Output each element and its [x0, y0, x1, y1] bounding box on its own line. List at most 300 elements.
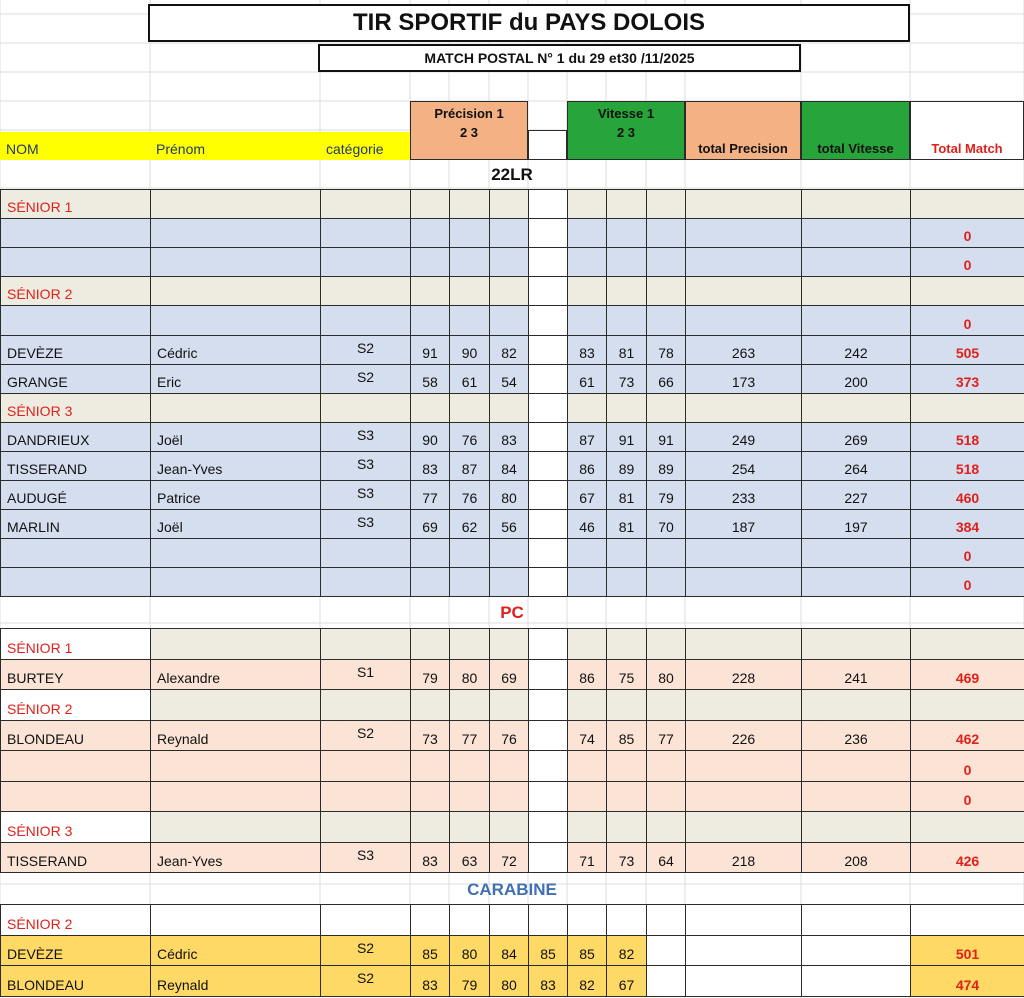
spacer-cell: [528, 364, 568, 394]
total-precision: [685, 567, 802, 597]
precision-score: 79: [410, 659, 450, 690]
spacer-cell: [528, 659, 568, 690]
total-match: 384: [910, 509, 1024, 539]
total-vitesse: 200: [801, 364, 911, 394]
vitesse-score: [567, 305, 607, 336]
score-cell: 79: [449, 965, 490, 997]
total-precision: 218: [685, 842, 802, 873]
precision-score: 69: [489, 659, 529, 690]
vitesse-score: 81: [606, 480, 647, 510]
category-row-cell: [449, 628, 490, 660]
player-categorie: S2: [320, 720, 411, 751]
score-cell: 80: [489, 965, 529, 997]
total-precision: 187: [685, 509, 802, 539]
category-label: SÉNIOR 3: [0, 393, 151, 423]
precision-score: 54: [489, 364, 529, 394]
player-prenom: Joël: [150, 422, 321, 452]
player-nom: [0, 781, 151, 812]
vitesse-score: [606, 247, 647, 277]
total-vitesse: [801, 538, 911, 568]
player-categorie: S3: [320, 509, 411, 539]
precision-score: 76: [449, 480, 490, 510]
empty-cell: [685, 965, 802, 997]
page-title: TIR SPORTIF du PAYS DOLOIS: [148, 4, 910, 42]
score-cell: 85: [410, 935, 450, 966]
player-nom: GRANGE: [0, 364, 151, 394]
precision-score: [410, 781, 450, 812]
precision-score: 62: [449, 509, 490, 539]
section-header-pc: PC: [500, 603, 524, 622]
player-nom: DEVÈZE: [0, 335, 151, 365]
total-match: 0: [910, 750, 1024, 782]
category-row-cell: [528, 393, 568, 423]
precision-score: 83: [410, 451, 450, 481]
spacer-cell: [528, 781, 568, 812]
vitesse-score: 86: [567, 451, 607, 481]
category-row-cell: [320, 689, 411, 721]
category-row-cell: [646, 189, 686, 219]
total-precision: 228: [685, 659, 802, 690]
precision-score: [449, 218, 490, 248]
category-row-cell: [801, 689, 911, 721]
category-row-cell: [685, 276, 802, 306]
total-precision: [685, 750, 802, 782]
precision-score: [410, 538, 450, 568]
player-nom: DEVÈZE: [0, 935, 151, 966]
total-match: 460: [910, 480, 1024, 510]
player-prenom: Alexandre: [150, 659, 321, 690]
precision-score: 84: [489, 451, 529, 481]
precision-score: [489, 781, 529, 812]
total-match: 373: [910, 364, 1024, 394]
spacer-cell: [528, 305, 568, 336]
category-row-cell: [606, 393, 647, 423]
player-categorie: [320, 538, 411, 568]
category-row-cell: [449, 276, 490, 306]
total-match: 505: [910, 335, 1024, 365]
total-match: 518: [910, 451, 1024, 481]
vitesse-score: [646, 247, 686, 277]
score-cell: 80: [449, 935, 490, 966]
category-row-cell: [646, 276, 686, 306]
category-row-cell: [150, 904, 321, 936]
vitesse-score: 61: [567, 364, 607, 394]
player-categorie: S3: [320, 451, 411, 481]
category-row-cell: [646, 904, 686, 936]
category-row-cell: [489, 811, 529, 843]
category-row-cell: [410, 811, 450, 843]
total-vitesse: 197: [801, 509, 911, 539]
player-nom: BURTEY: [0, 659, 151, 690]
category-row-cell: [528, 904, 568, 936]
category-row-cell: [606, 189, 647, 219]
precision-score: 76: [489, 720, 529, 751]
player-categorie: [320, 567, 411, 597]
total-precision: 226: [685, 720, 802, 751]
player-prenom: [150, 305, 321, 336]
vitesse-score: 78: [646, 335, 686, 365]
category-row-cell: [567, 393, 607, 423]
precision-score: [449, 750, 490, 782]
vitesse-score: [606, 567, 647, 597]
total-match: 518: [910, 422, 1024, 452]
category-row-cell: [489, 904, 529, 936]
precision-sublabel: 2 3: [459, 125, 479, 140]
category-row-cell: [150, 276, 321, 306]
player-prenom: Eric: [150, 364, 321, 394]
category-row-cell: [801, 811, 911, 843]
total-match: 0: [910, 218, 1024, 248]
total-precision: 233: [685, 480, 802, 510]
category-row-cell: [449, 811, 490, 843]
col-header-precision: [410, 101, 528, 160]
score-cell: 84: [489, 935, 529, 966]
vitesse-score: 66: [646, 364, 686, 394]
precision-score: 83: [489, 422, 529, 452]
vitesse-score: 87: [567, 422, 607, 452]
vitesse-score: [646, 218, 686, 248]
precision-score: 77: [410, 480, 450, 510]
precision-score: 61: [449, 364, 490, 394]
category-label: SÉNIOR 2: [0, 904, 151, 936]
vitesse-score: 89: [606, 451, 647, 481]
category-row-cell: [150, 189, 321, 219]
player-categorie: [320, 781, 411, 812]
category-row-cell: [567, 904, 607, 936]
player-categorie: S3: [320, 480, 411, 510]
vitesse-score: 83: [567, 335, 607, 365]
precision-score: [449, 567, 490, 597]
category-row-cell: [410, 276, 450, 306]
category-row-cell: [606, 811, 647, 843]
total-match: 501: [910, 935, 1024, 966]
precision-label: Précision 1: [434, 106, 504, 121]
vitesse-score: 70: [646, 509, 686, 539]
vitesse-score: 81: [606, 335, 647, 365]
category-label: SÉNIOR 1: [0, 628, 151, 660]
player-prenom: Joël: [150, 509, 321, 539]
spacer-cell: [528, 750, 568, 782]
col-header-total-vitesse: total Vitesse: [801, 101, 910, 160]
vitesse-score: 64: [646, 842, 686, 873]
category-row-cell: [685, 689, 802, 721]
category-row-cell: [150, 689, 321, 721]
category-row-cell: [685, 393, 802, 423]
precision-score: 69: [410, 509, 450, 539]
precision-score: [449, 247, 490, 277]
total-vitesse: [801, 247, 911, 277]
vitesse-score: 46: [567, 509, 607, 539]
category-row-cell: [801, 189, 911, 219]
precision-score: [489, 538, 529, 568]
score-cell: 82: [606, 935, 647, 966]
precision-score: [410, 750, 450, 782]
empty-cell: [646, 935, 686, 966]
precision-score: [489, 750, 529, 782]
total-vitesse: [801, 305, 911, 336]
category-row-cell: [320, 276, 411, 306]
category-row-cell: [567, 276, 607, 306]
player-nom: [0, 567, 151, 597]
vitesse-score: 75: [606, 659, 647, 690]
category-row-cell: [685, 628, 802, 660]
spacer-cell: [528, 422, 568, 452]
category-row-cell: [489, 689, 529, 721]
empty-cell: [685, 935, 802, 966]
category-row-cell: [150, 393, 321, 423]
player-nom: MARLIN: [0, 509, 151, 539]
player-prenom: [150, 781, 321, 812]
category-row-cell: [646, 811, 686, 843]
vitesse-score: [567, 750, 607, 782]
category-row-cell: [646, 628, 686, 660]
player-categorie: S2: [320, 935, 411, 966]
vitesse-score: 86: [567, 659, 607, 690]
category-row-cell: [910, 189, 1024, 219]
player-prenom: [150, 247, 321, 277]
category-label: SÉNIOR 2: [0, 689, 151, 721]
category-row-cell: [567, 189, 607, 219]
empty-cell: [801, 965, 911, 997]
total-match: 469: [910, 659, 1024, 690]
player-categorie: S2: [320, 965, 411, 997]
precision-score: [410, 305, 450, 336]
empty-cell: [646, 965, 686, 997]
total-match: 0: [910, 538, 1024, 568]
total-vitesse: [801, 567, 911, 597]
category-row-cell: [910, 689, 1024, 721]
player-nom: [0, 218, 151, 248]
category-row-cell: [528, 628, 568, 660]
spacer-cell: [528, 451, 568, 481]
category-label: SÉNIOR 1: [0, 189, 151, 219]
vitesse-score: [646, 750, 686, 782]
player-categorie: S1: [320, 659, 411, 690]
spacer-cell: [528, 218, 568, 248]
precision-score: 87: [449, 451, 490, 481]
player-prenom: [150, 750, 321, 782]
player-nom: TISSERAND: [0, 451, 151, 481]
vitesse-score: 74: [567, 720, 607, 751]
player-nom: BLONDEAU: [0, 720, 151, 751]
vitesse-score: [567, 218, 607, 248]
vitesse-score: [646, 305, 686, 336]
vitesse-score: 81: [606, 509, 647, 539]
player-prenom: [150, 218, 321, 248]
category-row-cell: [410, 628, 450, 660]
player-categorie: S2: [320, 335, 411, 365]
precision-score: 90: [410, 422, 450, 452]
vitesse-score: 77: [646, 720, 686, 751]
category-row-cell: [528, 811, 568, 843]
precision-score: 80: [489, 480, 529, 510]
score-cell: 85: [528, 935, 568, 966]
vitesse-score: [567, 567, 607, 597]
vitesse-score: 67: [567, 480, 607, 510]
player-prenom: Reynald: [150, 965, 321, 997]
category-row-cell: [150, 628, 321, 660]
total-vitesse: 242: [801, 335, 911, 365]
category-row-cell: [528, 689, 568, 721]
precision-score: [489, 247, 529, 277]
precision-score: 82: [489, 335, 529, 365]
category-row-cell: [606, 276, 647, 306]
precision-score: 56: [489, 509, 529, 539]
col-header-nom-label: NOM: [6, 141, 39, 157]
vitesse-score: [646, 781, 686, 812]
category-row-cell: [567, 628, 607, 660]
spacer-cell: [528, 567, 568, 597]
vitesse-score: [646, 538, 686, 568]
player-nom: TISSERAND: [0, 842, 151, 873]
total-precision: 254: [685, 451, 802, 481]
category-row-cell: [910, 811, 1024, 843]
player-categorie: [320, 218, 411, 248]
section-header-22lr: 22LR: [491, 164, 533, 184]
score-cell: 85: [567, 935, 607, 966]
total-vitesse: 227: [801, 480, 911, 510]
total-match: 462: [910, 720, 1024, 751]
precision-score: [489, 305, 529, 336]
precision-score: 76: [449, 422, 490, 452]
category-row-cell: [801, 628, 911, 660]
precision-score: 63: [449, 842, 490, 873]
vitesse-score: 80: [646, 659, 686, 690]
category-row-cell: [646, 689, 686, 721]
player-categorie: S3: [320, 842, 411, 873]
total-precision: [685, 218, 802, 248]
vitesse-score: [567, 538, 607, 568]
precision-score: 72: [489, 842, 529, 873]
category-row-cell: [606, 689, 647, 721]
section-header-carabine: CARABINE: [467, 879, 557, 899]
total-vitesse: 236: [801, 720, 911, 751]
spacer-cell: [528, 247, 568, 277]
vitesse-score: 73: [606, 842, 647, 873]
category-row-cell: [489, 189, 529, 219]
spacer-cell: [528, 480, 568, 510]
score-cell: 83: [528, 965, 568, 997]
category-row-cell: [910, 276, 1024, 306]
total-match: 0: [910, 567, 1024, 597]
category-row-cell: [410, 904, 450, 936]
category-row-cell: [449, 393, 490, 423]
category-row-cell: [489, 628, 529, 660]
category-row-cell: [606, 904, 647, 936]
player-prenom: Jean-Yves: [150, 842, 321, 873]
vitesse-score: [606, 218, 647, 248]
total-match: 474: [910, 965, 1024, 997]
score-cell: 67: [606, 965, 647, 997]
category-row-cell: [910, 628, 1024, 660]
player-prenom: [150, 567, 321, 597]
total-vitesse: 241: [801, 659, 911, 690]
player-categorie: [320, 305, 411, 336]
category-row-cell: [410, 393, 450, 423]
player-nom: [0, 750, 151, 782]
total-precision: 249: [685, 422, 802, 452]
precision-score: 90: [449, 335, 490, 365]
vitesse-label: Vitesse 1: [597, 106, 655, 121]
total-match: 0: [910, 305, 1024, 336]
spacer-cell: [528, 538, 568, 568]
vitesse-score: [606, 305, 647, 336]
category-label: SÉNIOR 2: [0, 276, 151, 306]
category-row-cell: [449, 904, 490, 936]
player-prenom: Reynald: [150, 720, 321, 751]
player-nom: AUDUGÉ: [0, 480, 151, 510]
score-cell: 82: [567, 965, 607, 997]
category-row-cell: [685, 189, 802, 219]
precision-score: [489, 218, 529, 248]
category-row-cell: [910, 393, 1024, 423]
category-row-cell: [528, 276, 568, 306]
total-vitesse: 264: [801, 451, 911, 481]
precision-score: [449, 781, 490, 812]
player-categorie: [320, 247, 411, 277]
category-row-cell: [320, 393, 411, 423]
total-precision: [685, 247, 802, 277]
player-prenom: Jean-Yves: [150, 451, 321, 481]
score-cell: 83: [410, 965, 450, 997]
category-row-cell: [910, 904, 1024, 936]
category-row-cell: [449, 189, 490, 219]
player-categorie: [320, 750, 411, 782]
category-row-cell: [567, 811, 607, 843]
precision-score: 83: [410, 842, 450, 873]
precision-score: [410, 567, 450, 597]
vitesse-score: [606, 750, 647, 782]
vitesse-score: 85: [606, 720, 647, 751]
category-row-cell: [150, 811, 321, 843]
col-header-vitesse: [567, 101, 685, 160]
total-precision: [685, 305, 802, 336]
vitesse-score: 73: [606, 364, 647, 394]
precision-score: [449, 305, 490, 336]
player-prenom: Cédric: [150, 335, 321, 365]
category-row-cell: [685, 904, 802, 936]
vitesse-score: [567, 781, 607, 812]
total-match: 426: [910, 842, 1024, 873]
player-prenom: Patrice: [150, 480, 321, 510]
spacer-cell: [528, 335, 568, 365]
category-row-cell: [320, 811, 411, 843]
category-row-cell: [801, 276, 911, 306]
total-precision: [685, 781, 802, 812]
total-vitesse: 269: [801, 422, 911, 452]
precision-score: 58: [410, 364, 450, 394]
vitesse-score: [606, 781, 647, 812]
category-row-cell: [567, 689, 607, 721]
empty-cell: [801, 935, 911, 966]
total-match: 0: [910, 781, 1024, 812]
total-match: 0: [910, 247, 1024, 277]
category-label: SÉNIOR 3: [0, 811, 151, 843]
col-header-categorie: catégorie: [326, 141, 384, 157]
player-nom: [0, 305, 151, 336]
player-prenom: [150, 538, 321, 568]
player-nom: [0, 247, 151, 277]
vitesse-score: 71: [567, 842, 607, 873]
category-row-cell: [685, 811, 802, 843]
total-vitesse: [801, 218, 911, 248]
vitesse-score: 91: [646, 422, 686, 452]
total-vitesse: [801, 750, 911, 782]
vitesse-score: 89: [646, 451, 686, 481]
precision-score: 77: [449, 720, 490, 751]
player-nom: BLONDEAU: [0, 965, 151, 997]
col-header-total-precision: total Precision: [685, 101, 801, 160]
